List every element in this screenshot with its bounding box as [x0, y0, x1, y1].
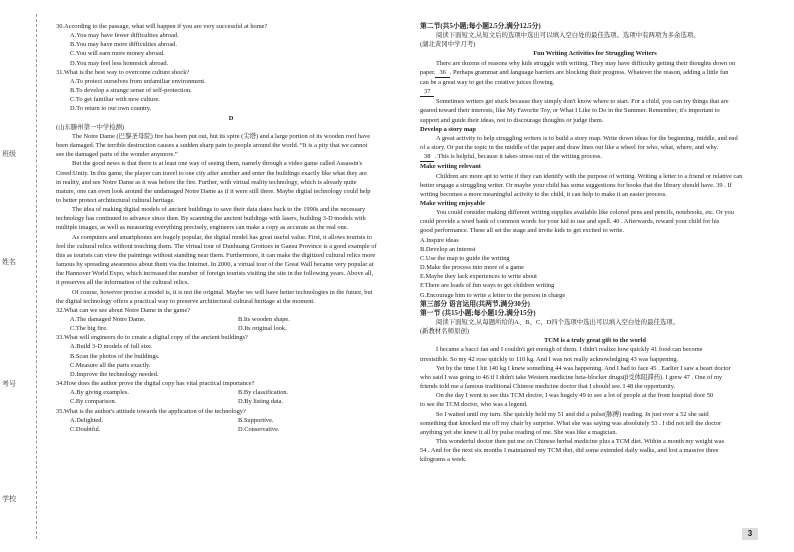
option: C.Measure all the parts exactly. [70, 361, 151, 369]
paragraph-line [420, 152, 770, 162]
question: 32.What can we see about Notre Dame in the game? [56, 306, 191, 314]
paragraph-line: There are dozens of reasons why kids struggle with writing. They may have difficulty getting their thoughts down on [436, 59, 736, 67]
section-header: 第一节 (共15小题;每小题1分,满分15分) [420, 309, 536, 317]
option: C.The big fire. [70, 325, 108, 333]
paragraph-line: in reality, and see Notre Dame as it was before the fire. Further, with virtual reality technology, which is already quite [56, 178, 357, 186]
paragraph-line: This wonderful doctor then put me on Chinese herbal medicine plus a TCM diet. Within a month my weight was [436, 438, 725, 446]
paragraph-line: mature, one can even look around the undamaged Notre Dame as if it were still there. Maybe digital technology could help [56, 187, 371, 195]
paragraph-line: The idea of making digital models of ancient buildings to save their data dates back to the 1990s and the necessary [72, 206, 366, 214]
binding-margin [0, 0, 42, 552]
option-row [56, 397, 406, 406]
paragraph-line: On the day I went to see this TCM doctor, I was hugely 49 to see a lot of people at the front hospital door 50 [436, 392, 714, 400]
option: D.Conservative. [238, 425, 280, 433]
paragraph-line: of a story. Or put the topic in the middle of the paper and draw lines out like a wheel for who, what, where, and why. [420, 144, 719, 152]
option: A.The damaged Notre Dame. [70, 316, 146, 323]
paragraph-line [420, 87, 770, 97]
option: A.You may have fewer difficulties abroad. [70, 32, 179, 40]
question: 34.How does the author prove the digital copy has vital practical importance? [56, 380, 255, 388]
paragraph-line: 54 . And for the next six months I maintained my TCM diet, did some extended daily walks, and lost a massive three [420, 447, 719, 455]
text: paper. [420, 68, 436, 76]
option: A.To protect ourselves from unfamiliar environment. [70, 77, 206, 85]
paragraph-line: A great activity to help struggling writers is to build a story map. Write down ideas for the beginning, middle, and end [436, 134, 738, 142]
option: A.By giving examples. [70, 389, 129, 397]
passage-label: D [228, 114, 234, 122]
question: 35.What is the author's attitude towards the application of the technology? [56, 407, 246, 415]
option: C.You will earn more money abroad. [70, 50, 165, 58]
option-row [56, 315, 406, 324]
paragraph-line: A.Inspire ideas [420, 236, 459, 244]
paragraph-line: (湖北黄冈中学月考) [420, 41, 476, 49]
exam-number-label: 考号 [2, 380, 16, 388]
paragraph-line: something that knocked me off my chair by surprise. What she was saying was absolutely 53 . I did not tell the doctor [420, 419, 722, 427]
option: B.By classification. [238, 389, 289, 397]
question: (山东滕州第一中学检测) [56, 123, 125, 131]
right-column [420, 22, 770, 465]
option: C.By comparison. [70, 398, 117, 406]
paragraph-line: support and guide their ideas, not to discourage thoughts or judge them. [420, 116, 604, 124]
paragraph-line [420, 68, 770, 78]
cut-line [36, 14, 37, 539]
paragraph-line: who said I was going to 46 if I didn't take Western medicine beta-blocker drugs(β受体阻滞药). I grew 47 . One of my [420, 373, 723, 381]
paragraph-line: Children are more apt to write if they can identify with the purpose of writing. Writing a letter to a friend or relative can [436, 172, 743, 180]
section-header: 第二节(共5小题;每小题2.5分,满分12.5分) [420, 23, 541, 30]
paragraph-line: geared toward their interests, like My Favorite Toy, or What I Like to Do in the Summer. Remember, it's important to [420, 107, 720, 115]
paragraph-line: (新教材名师原创) [420, 328, 469, 336]
paragraph-line: feel the cultural relics without touching them. The virtual tour of Dunhuang Grottoes in Gansu Province is a good example of [56, 242, 377, 250]
subheading: Develop a story map [420, 125, 476, 133]
paragraph-line: I became a bacci fan and I couldn't get enough of them. I didn't realize how quickly 41 food can become [436, 346, 703, 354]
paragraph-line: But the good news is that there is at least one way of seeing them, namely through a video game called Assassin's [72, 160, 363, 168]
option-row [56, 324, 406, 333]
paragraph-line: can be a great way to get the creative juices flowing. [420, 78, 555, 86]
paragraph-line: E.Maybe they lack experiences to write about [420, 273, 537, 281]
paragraph-line: 阅读下面短文,从每题所给的A、B、C、D四个选项中选出可以填入空白处的最佳选项。 [436, 319, 680, 326]
paragraph-line: D.Make the process into more of a game [420, 264, 524, 272]
paragraph-line: Sometimes writers get stuck because they simply don't know where to start. For a child, you can try things that are [436, 98, 729, 106]
paragraph-line: multiple images, as well as measuring everything precisely, engineers can make a copy as accurate as the real one. [56, 224, 349, 232]
option-row [56, 425, 406, 434]
option: D.Improve the technology needed. [70, 370, 159, 378]
option: B.You may have more difficulties abroad. [70, 41, 177, 49]
paragraph-line: could provide a word bank of common words for your kid to use and spell. 40 . Afterwards, reward your child for his [420, 218, 720, 226]
paragraph-line: to see the TCM doctor, who was a legend. [420, 401, 528, 409]
paragraph-line: the Hannover World Expo, which increased the number of foreign tourists visiting the site in the following years. Above all, [56, 270, 374, 278]
answer-blank: 36 [435, 68, 449, 78]
paragraph-line: technology has continued to advance since then. By scanning the ancient buildings with lasers, building 3-D models with [56, 215, 366, 223]
name-label: 姓名 [2, 258, 16, 266]
paragraph-line: it preserves all the information of the cultural relics. [56, 279, 189, 287]
paragraph-line: kilograms a week. [420, 456, 467, 464]
paragraph-line: better engage a struggling writer. Or maybe your child has some suggestions for books that the library should have. 39 . If [420, 181, 732, 189]
option-row [56, 416, 406, 425]
question: 33.What will engineers do to create a digital copy of the ancient buildings? [56, 334, 248, 342]
paragraph-line: F.There are loads of fun ways to get children writing [420, 282, 555, 290]
option: B.Supportive. [238, 416, 274, 424]
option: A.Build 3-D models of full size. [70, 343, 153, 351]
option-row [56, 388, 406, 397]
paragraph-line: see the damaged parts of the wonder anymore.” [56, 151, 178, 159]
paragraph-line: B.Develop an interest [420, 245, 476, 253]
question: 31.What is the best way to overcome culture shock? [56, 68, 190, 76]
section-header: 第三部分 语言运用(共两节,满分30分) [420, 300, 530, 308]
paragraph-line: 阅读下面短文,从短文后的选项中选出可以填入空白处的最佳选项。选项中有两项为多余选项。 [436, 32, 700, 40]
option: C.Doubtful. [70, 425, 101, 433]
class-label: 班级 [2, 150, 16, 158]
paragraph-line: C.Use the map to guide the writing [420, 254, 510, 262]
school-label: 学校 [2, 495, 16, 503]
option: B.To develop a strange sense of self-protection. [70, 87, 192, 95]
question: 30.According to the passage, what will happen if you are very successful at home? [56, 23, 268, 30]
paragraph-line: Of course, however precise a model is, it is not the original. Maybe we will have better technologies in the future, but [72, 288, 373, 296]
page-number: 3 [742, 528, 758, 540]
paragraph-line: anything yet she knew it all by pulse reading of me. She was like a magician. [420, 428, 618, 436]
left-column [56, 22, 406, 434]
text: . Perhaps grammar and language barriers are blocking their progress. Whatever the reason, adding a little fun [449, 68, 729, 76]
option: D.Its original look. [238, 325, 287, 333]
paragraph-line: You could consider making different writing supplies available like colored pens and pencils, notebooks, etc. Or you [436, 209, 734, 217]
paragraph-line: The Notre Dame (巴黎圣母院) fire has been put out, but its spire (尖塔) and a large portion of its wooden roof have [72, 132, 371, 140]
option: D.By listing data. [238, 398, 284, 406]
answer-blank: 37 [420, 87, 434, 97]
paragraph-line: the digital technology offers a practical way to preserve architectural cultural heritage at the moment. [56, 297, 315, 305]
option: B.Its wooden shape. [238, 316, 290, 323]
paragraph-line: to better protect architectural cultural heritage. [56, 196, 175, 204]
paragraph-line: So I waited until my turn. She quickly held my 51 and did a pulse(脉搏) reading. In just over a 52 she said [436, 410, 709, 418]
option: C.To get familiar with new culture. [70, 96, 160, 104]
paragraph-line: As computers and smartphones are hugely popular, the digital model has great useful value. First, it allows tourists to [72, 233, 372, 241]
paragraph-line: good performance. These all set the stage and invite kids to get excited to write. [420, 227, 624, 235]
paragraph-line: Creed:Unity. In this game, the player can travel to one city after another and enter the buildings exactly like what they are [56, 169, 368, 177]
paragraph-line: G.Encourage him to write a letter to the person in charge [420, 291, 566, 299]
paragraph-line: writing becomes a more meaningful activity to the child, it can help to make it an easier process. [420, 190, 667, 198]
answer-blank: 38 [420, 152, 434, 162]
text: . This is helpful, because it takes stress out of the writing process. [434, 153, 602, 161]
option: D.You may feel less homesick abroad. [70, 59, 169, 67]
paragraph-line: been damaged. The terrible destruction causes a sudden sharp pain to people around the world. “It is a pity that we cannot [56, 142, 368, 150]
paragraph-line: famous by spreading awareness about them via the Internet. In 2000, a virtual tour of the Great Wall became very popular at [56, 261, 374, 269]
subheading: Make writing relevant [420, 163, 481, 171]
paragraph-line: Yet by the time I hit 140 kg I knew something 44 was happening. And I had to face 45 . Earlier I saw a heart doctor [436, 364, 731, 372]
option: B.Scan the photos of the buildings. [70, 352, 160, 360]
passage-title: Fun Writing Activities for Struggling Writers [533, 50, 657, 58]
option: D.To return to our own country. [70, 105, 152, 113]
option: A.Delighted. [70, 416, 104, 424]
passage-title: TCM is a truly great gift to the world [544, 337, 646, 345]
paragraph-line: irresistible. So my 42 rose quickly to 110 kg. And I was not really acknowledging 43 was happening. [420, 355, 679, 363]
paragraph-line: friends told me a famous traditional Chinese medicine doctor that I should see. I 48 the opportunity. [420, 383, 676, 391]
paragraph-line: this as tourists can view the paintings without standing near them. Furthermore, it can make the digitized cultural relics more [56, 251, 376, 259]
subheading: Make writing enjoyable [420, 199, 485, 207]
